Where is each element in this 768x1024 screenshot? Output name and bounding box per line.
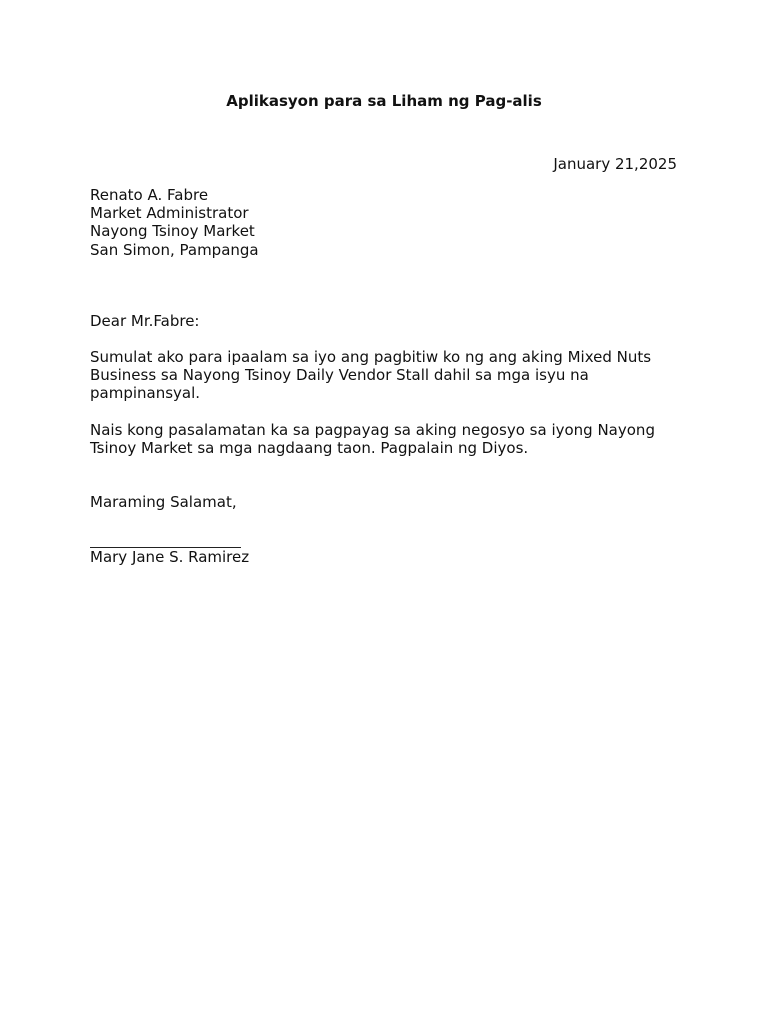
salutation: Dear Mr.Fabre: — [90, 312, 200, 330]
recipient-block — [90, 186, 680, 259]
letter-title: Aplikasyon para sa Liham ng Pag-alis — [226, 92, 542, 110]
letter-date: January 21,2025 — [553, 155, 677, 173]
body-paragraph-1: Sumulat ako para ipaalam sa iyo ang pagbitiw ko ng ang aking Mixed Nuts Business sa Nayong Tsinoy Daily Vendor Stall dahil sa mga isyu na pampinansyal. — [90, 348, 652, 403]
recipient-address: San Simon, Pampanga — [90, 240, 259, 259]
body-paragraph-2: Nais kong pasalamatan ka sa pagpayag sa aking negosyo sa iyong Nayong Tsinoy Market sa mga nagdaang taon. Pagpalain ng Diyos. — [90, 421, 655, 458]
recipient-organization: Nayong Tsinoy Market — [90, 222, 255, 241]
recipient-name: Renato A. Fabre — [90, 186, 209, 204]
signer-name: Mary Jane S. Ramirez — [90, 548, 250, 566]
closing: Maraming Salamat, — [90, 493, 237, 511]
recipient-position: Market Administrator — [90, 204, 249, 223]
